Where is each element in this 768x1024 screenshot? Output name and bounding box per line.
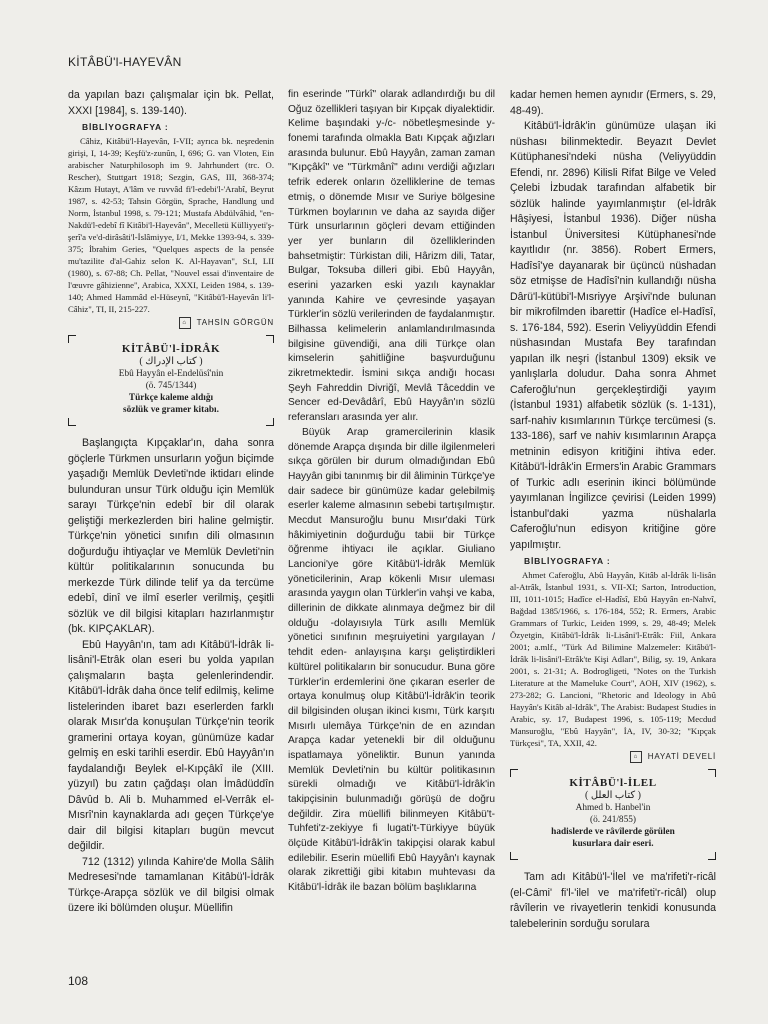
entry-date: (ö. 241/855) (590, 815, 636, 825)
paragraph: Büyük Arap gramercilerinin klasik dönemde Arapça dışında bir dille ilgilenmeleri sıkça görülen bir durum olmadığından Ebû Hayyân gibi tanınmış bir dil âliminin Türkçe'ye dair sadece bir günümüze kadar gelebilmiş eserler kaleme almasının sebebi tartışılmıştır. Mecdut Mansuroğlu bunu Mısır'daki Türk hâkimiyetinin doğurduğu tabii bir Türkçe öğrenme ihtiyacı ile açıklar. Giuliano Lancioni'ye göre Kitâbü'l-İdrâk Memlük yöneticilerinin, Arap kökenli Mısır uleması arasında yaygın olan Türkler'in vahşi ve kaba, dillerinin de dikkate alınmaya değmez bir dil olduğu -dolayısıyla Türk asıllı Memlük yönetici sınıfının meşruiyetini yargılayan / tehdit eden- anlayışına karşı geliştirdikleri kültürel politikaların bir sonucudur. Buna göre Türkler'in erdemlerini öne çıkaran eserler de ortaya konulmuş olup Kitâbü'l-İdrâk'in teorik dil bilgisinden oluşan ikinci kısmı, Türk karşıtı Mısırlı ulemâya Türkçe'nin de en azından Arapça kadar yetenekli bir dil olduğunu ispatlamaya yöneliktir. Bunun yanında Memlük Devleti'nin bu kültür politikasının sürekli olmadığı ve Kitâbü'l-İdrâk'in takipçisinin bulunmadığı görüşü de doğru değildir. Zira müellifi bilinmeyen Kitâbü't-Tuhfeti'z-zekiyye fi lugati't-Türkiyye büyük ölçüde Kitâbü'l-İdrâk'in takipçisi olarak kabul edilebilir. Eserin müellifi Ebû Hayyân'ı kaynak olarak zikrettiği gibi kitabın muhtevası da Kitâbü'l-İdrâk ile bazan bölüm başlıklarına (288, 426, 495, 894)
article-author: ⌂ HAYATİ DEVELİ (510, 751, 716, 763)
paragraph: 712 (1312) yılında Kahire'de Molla Sâlih Medresesi'nde tamamlanan Kitâbü'l-İdrâk Türkçe-Arapça sözlük ve dil bilgisi olmak üzere iki bölümden oluşur. Müellifin (68, 855, 274, 914)
article-author: ⌂ TAHSİN GÖRGÜN (68, 317, 274, 329)
running-header: KİTÂBÜ'l-HAYEVÂN (68, 55, 182, 69)
paragraph: Ebû Hayyân'ın, tam adı Kitâbü'l-İdrâk li-lisâni'l-Etrâk olan eseri bu yolda yapılan çalışmaların başta gelenlerindendir. Kitâbü'l-İdrâk daha önce telif edilmiş, kelime listelerinden ibaret bazı eserlerden farklı olarak Mısır'da konuşulan Türkçe'nin teorik gramerini ortaya koyan, günümüze kadar gelmiş en eski tarihli eserdir. Ebû Hayyân'ın faydalandığı Beylek el-Kıpçâkî ile (XIII. yüzyıl) bu zatın çağdaşı olan İmâdüddîn Dâvûd b. Ali b. Muhammed el-Verrâk el-Mısrî'nin kaynaklarda adı geçen Türkçe'ye dair dil bilgisi kitapları bugün mevcut değildir. (68, 638, 274, 852)
entry-arabic-title: ( كتاب الإدراك ) (139, 356, 203, 367)
author-mark-icon: ⌂ (179, 317, 191, 329)
bibliography: Câhiz, Kitâbü'l-Hayevân, I-VII; ayrıca bk. neşredenin girişi, I, 14-39; Keşfü'z-zunûn, I, 696; G. van Vloten, Ein arabischer Naturphilosoph im 9. Jahrhundert (trc. O. Rescher), Stuttgart 1918; Sezgin, GAS, III, 368-374; Kâzım Hutayt, A'lâm ve ruvvâd fi'l-edebi'l-'Arabî, Beyrut 1987, s. 42-53; Tahsin Görgün, Sprache, Handlung und Norm, İstanbul 1998, s. 79-121; Mustafa Abdülvâhid, "en-Nakdü'l-edebî fî Kitâbi'l-Hayevân", Mecelletü Külliyyeti'ş-şerî'a ve'd-dirâsâti'l-İslâmiyye, I/1, Mekke 1393-94, s. 339-375; İbrahim Geries, "Quelques aspects de la pensée mu'tazilite d'al-Gahiz selon K. Al-Hayavan", St.I, LII (1980), s. 67-88; Ch. Pellat, "Nouvel essai d'inventaire de l'œuvre gâhizienne", Arabica, XXXI, Leiden 1984, s. 139-140; Ahmed Hammâd el-Hüseynî, "Kitâbü'l-Hayevân li'l-Câhiz", TI, II, 215-227. (68, 136, 274, 314)
paragraph: Tam adı Kitâbü'l-'İlel ve ma'rifeti'r-ricâl (el-Câmi' fi'l-'ilel ve ma'rifeti'r-ricâl) olup râvîlerin ve rivayetlerin tenkidi konusunda talebelerinin sorduğu sorulara (510, 871, 716, 930)
column-right (510, 88, 716, 932)
entry-title: KİTÂBÜ'l-İDRÂK (121, 343, 221, 355)
column-middle (288, 88, 495, 896)
bibliography-heading: BİBLİYOGRAFYA : (524, 556, 611, 566)
bibliography-heading: BİBLİYOGRAFYA : (82, 122, 169, 132)
entry-desc: hadislerde ve râvîlerde görülen (551, 827, 675, 837)
entry-desc: Türkçe kaleme aldığı (128, 393, 214, 403)
entry-title: KİTÂBÜ'l-İLEL (569, 777, 657, 789)
paragraph: fin eserinde "Türkî" olarak adlandırdığı bu dil Oğuz özellikleri taşıyan bir Kıpçak diyalektidir. Kelime başındaki y-/c- nöbetleşmesinde y- fonemi tarafında olmakla Batı Kıpçak ağızları arasında bulunur. Ebû Hayyân, zaman zaman "Kıpçâkî" ve "Türkmânî" adını verdiği ağızları tefrik ederek onların özelliklerine de temas etmiş, o dönemde Mısır ve Suriye bölgesine Türkmen boylarının ve daha az sayıda diğer Türk unsurlarının göçleri devam ettiğinden yer yer bunların dil özelliklerinden bahsetmiştir: Türkistan dili, Hârizm dili, Tatar, Bulgar, Toksuba dilleri gibi. Ebû Hayyân, eserini yazarken eski yazılı kaynaklar yanında Kahire ve çevresinde yaşayan Türkler'in sözlü verilerinden de faydalanmıştır. Bilhassa kelimelerin anlamlandırılmasında bilgisine güvendiği, ana dili Türkçe olan kimselerin şahitliğine başvurduğunu zikretmektedir. İsmini sıkça andığı hocası Şeyh Fahreddin Divriğî, Mevlâ Tâceddin ve Sencer ed-Devâdârî, Ebû Hayyân'ın sözlü referansları arasında yer alır. (288, 89, 495, 424)
author-mark-icon: ⌂ (630, 751, 642, 763)
paragraph: kadar hemen hemen aynıdır (Ermers, s. 29, 48-49). (510, 89, 716, 117)
entry-author: Ahmed b. Hanbel'in (575, 803, 651, 813)
entry-heading-box (510, 769, 716, 860)
entry-desc: sözlük ve gramer kitabı. (123, 405, 219, 415)
paragraph: Kitâbü'l-İdrâk'in günümüze ulaşan iki nüshası bilinmektedir. Beyazıt Devlet Kütüphanesi'ndeki nüsha (Veliyyüddin Efendi, nr. 2896) Kilisli Rifat Bilge ve Veled Çelebi İzbudak tarafından alfabetik bir sözlük halinde yayımlanmıştır (el-İdrâk Hâşiyesi, İstanbul 1936). Diğer nüsha İstanbul Üniversitesi Kütüphanesi'nde kayıtlıdır (nr. 3856). Robert Ermers, Hadîsî'ye dayanarak bir üçüncü nüshadan söz etmişse de Hadîsî'nin kullandığı nüsha Dârü'l-kütübi'l-Mısriyye Arşivi'nde bulunan bir mikrofilmden ibarettir (Hadîce el-Hadîsî, s. 176-184, 592). Eserin Veliyyüddin Efendi nüshasından Mustafa Bey tarafından yapılan ilk neşri (İstanbul 1309) eksik ve yanlışlarla doludur. Daha sonra Ahmet Caferoğlu'nun gerçekleştirdiği yayım (İstanbul 1931) alfabetik sözlük (s. 1-131), sarf-nahiv kısımlarının Türkçe tercümesi (s. 133-186), sarf ve nahiv kısımlarının Arapça metninin edisyon kritiğini ihtiva eder. Kitâbü'l-İdrâk'in Ermers'in Arabic Grammars of Turkic adlı eserinin ikinci bölümünde yayımlanan İngilizce çevirisi (Leiden 1999) İstanbul'daki yazma nüshalarla Caferoğlu'nun edisyon kritiğine göre yapılmıştır. (510, 120, 716, 551)
entry-heading-box (68, 335, 274, 426)
entry-desc: kusurlara dair eseri. (572, 839, 654, 849)
paragraph: Başlangıçta Kıpçaklar'ın, daha sonra göçlerle Türkmen unsurların yoğun biçimde yaşadığı Memlük Devleti'nde iktidarı elinde bulunduran unsur Türk olduğu için Memlük sarayı Türkçe'nin edebî bir dil olarak geliştiği merkezlerden biri haline gelmiştir. Türkçe'nin yönetici sınıfın dili olmasının doğurduğu ihtiyaçlar ve Memlük Devleti'nin kültür politikalarının sonucunda bu merkezde Türk dilinde telif ya da tercüme edebî, dinî ve ilmî eserler verilmiş, çeşitli sözlük ve dil bilgisi kitapları hazırlanmıştır (bk. KIPÇAKLAR). (68, 437, 274, 635)
entry-author: Ebû Hayyân el-Endelüsî'nin (118, 369, 224, 379)
column-left (68, 88, 274, 917)
entry-arabic-title: ( كتاب العلل ) (585, 790, 641, 801)
bibliography: Ahmet Caferoğlu, Abû Hayyân, Kitâb al-İdrâk li-lisân al-Atrâk, İstanbul 1931, s. VII-XI; Sarton, Introduction, III, 1011-1015; Hadîce el-Hadîsî, Ebû Hayyân en-Nahvî, Bağdad 1385/1966, s. 176-184, 552; R. Ermers, Arabic Grammars of Turkic, Leiden 1999, s. 29, 48-49; Melek Özyetgin, Kitâbü'l-İdrâk li-Lisâni'l-Etrâk: Fiil, Ankara 2001; a.mlf., "Türk Ad Bilimine Malzemeler: Kitâbü'l-İdrâk li-lisâni'l-Etrâk'te Kişi Adları", Bilig, sy. 19, Ankara 2001, s. 21-31; A. Bodrogligeti, "Notes on the Turkish Literature at the Mameluke Court", AOH, XIV (1962), s. 273-282; G. Lancioni, "Rhetoric and Ideology in Abû Hayyân's Kitâb al-Idrâk", The Arabist: Budapest Studies in Arabic, sy. 17, Budapest 1996, s. 105-119; Mecdud Mansuroğlu, "Ebû Hayyân", İA, IV, 30-32; "Kıpçak Türkçesi", TA, XXII, 42. (510, 570, 716, 748)
paragraph: da yapılan bazı çalışmalar için bk. Pellat, XXXI [1984], s. 139-140). (68, 89, 274, 117)
page-number: 108 (68, 974, 89, 988)
entry-date: (ö. 745/1344) (145, 381, 197, 391)
